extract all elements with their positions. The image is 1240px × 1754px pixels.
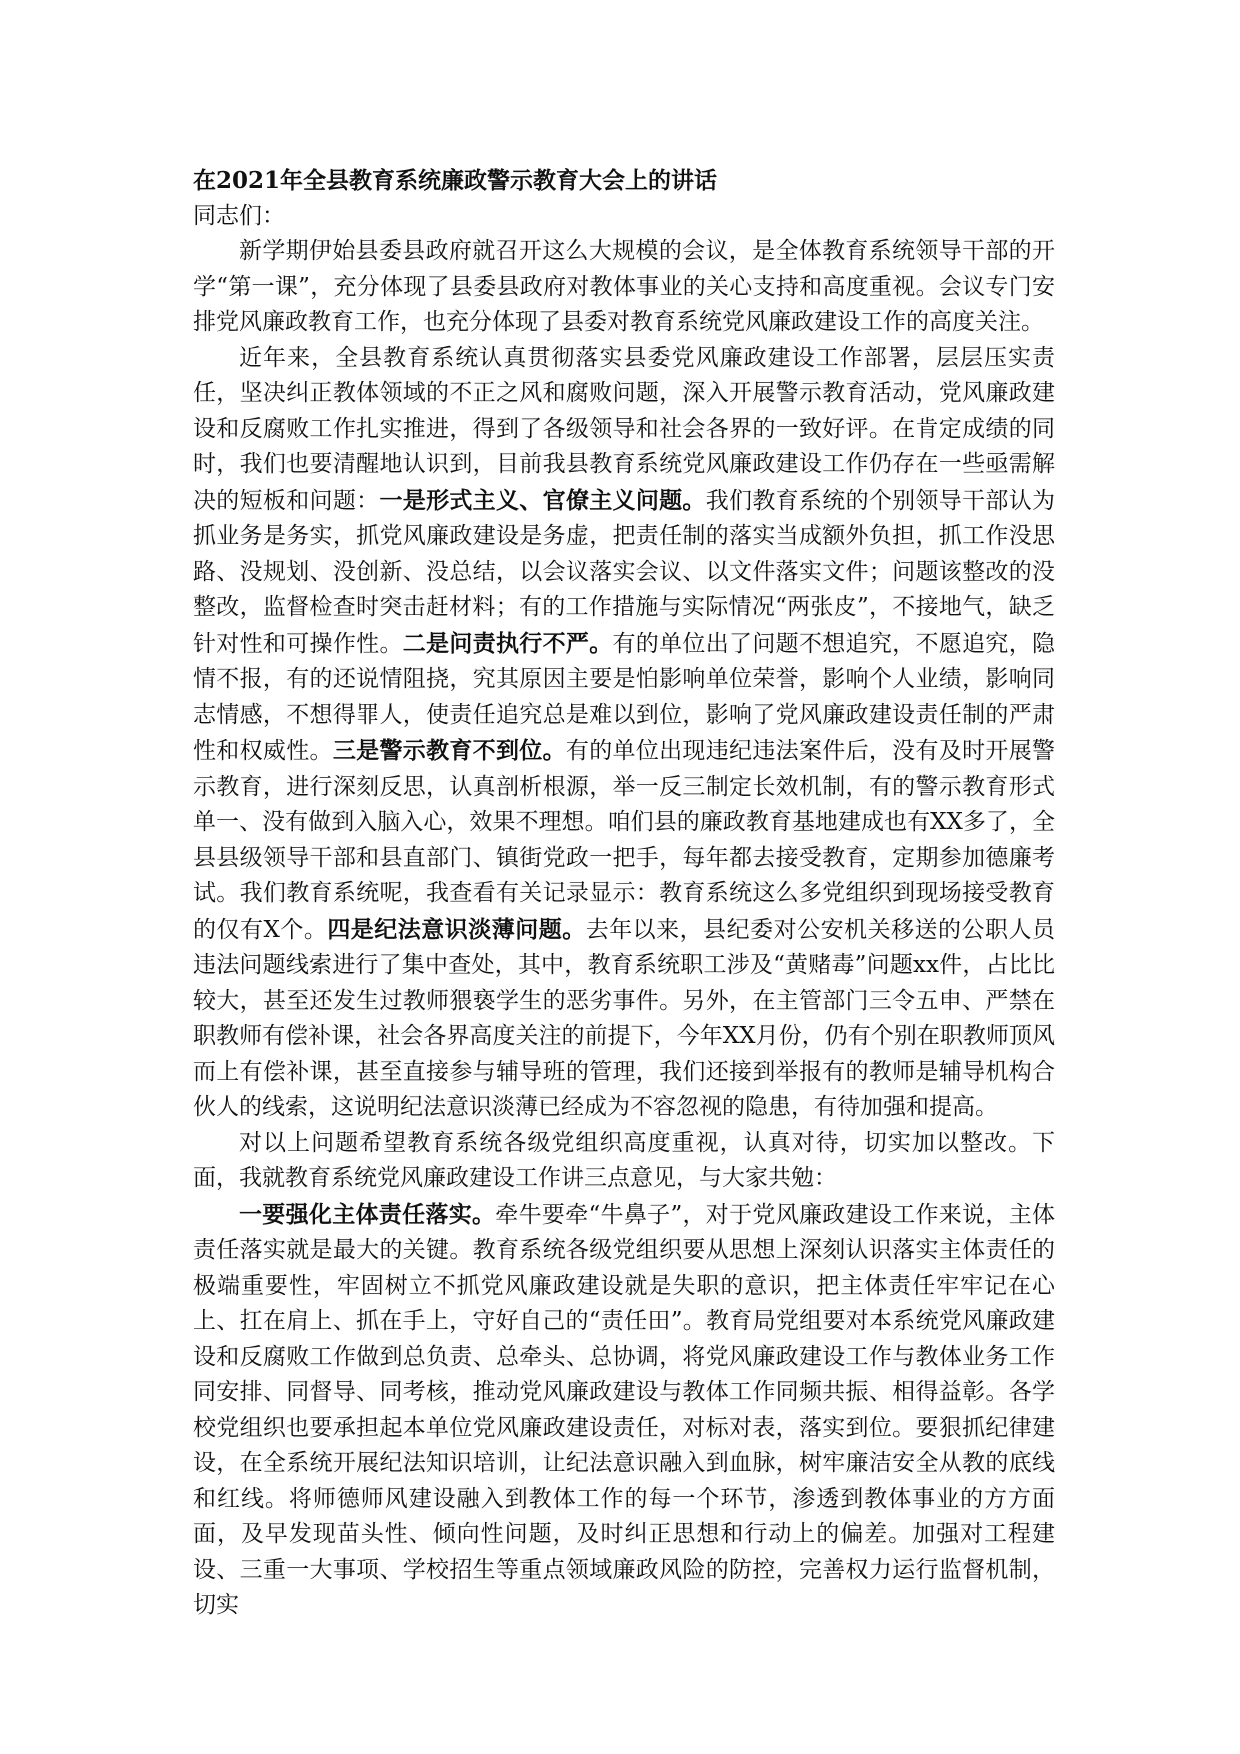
paragraph-4-text-1: 牵牛要牵“牛鼻子”，对于党风廉政建设工作来说，主体责任落实就是最大的关键。教育系统各级党组织要从思想上深刻认识落实主体责任的极端重要性，牢固树立不抓党风廉政建设就是失职的意识，把主体责任牢牢记在心上、扛在肩上、抓在手上，守好自己的“责任田”。教育局党组要对本系统党风廉政建设和反腐败工作做到总负责、总牵头、总协调，将党风廉政建设工作与教体业务工作同安排、同督导、同考核，推动党风廉政建设与教体工作同频共振、相得益彰。各学校党组织也要承担起本单位党风廉政建设责任，对标对表，落实到位。要狠抓纪律建设，在全系统开展纪法知识培训，让纪法意识融入到血脉，树牢廉洁安全从教的底线和红线。将师德师风建设融入到教体工作的每一个环节，渗透到教体事业的方方面面，及早发现苗头性、倾向性问题，及时纠正思想和行动上的偏差。加强对工程建设、三重一大事项、学校招生等重点领域廉政风险的防控，完善权力运行监督机制，切实 bbox=[193, 1201, 1055, 1618]
paragraph-2 bbox=[193, 341, 1055, 1126]
paragraph-2-text-3: 有的单位出了问题不想追究，不愿追究，隐情不报，有的还说情阻挠，究其原因主要是怕影响单位荣誉，影响个人业绩，影响同志情感，不想得罪人，使责任追究总是难以到位，影响了党风廉政建设责任制的严肃性和权威性。 bbox=[193, 630, 1056, 764]
paragraph-3: 对以上问题希望教育系统各级党组织高度重视，认真对待，切实加以整改。下面，我就教育系统党风廉政建设工作讲三点意见，与大家共勉： bbox=[193, 1129, 1055, 1191]
paragraph-2-text-1: 近年来，全县教育系统认真贯彻落实县委党风廉政建设工作部署，层层压实责任，坚决纠正教体领域的不正之风和腐败问题，深入开展警示教育活动，党风廉政建设和反腐败工作扎实推进，得到了各级领导和社会各界的一致好评。在肯定成绩的同时，我们也要清醒地认识到，目前我县教育系统党风廉政建设工作仍存在一些亟需解决的短板和问题： bbox=[193, 344, 1055, 514]
paragraph-2-text-2: 我们教育系统的个别领导干部认为抓业务是务实，抓党风廉政建设是务虚，把责任制的落实当成额外负担，抓工作没思路、没规划、没创新、没总结，以会议落实会议、以文件落实文件；问题该整改的没整改，监督检查时突击赶材料；有的工作措施与实际情况“两张皮”，不接地气，缺乏针对性和可操作性。 bbox=[193, 487, 1056, 657]
issue-heading-2: 二是问责执行不严。 bbox=[402, 629, 613, 657]
document-title: 在2021年全县教育系统廉政警示教育大会上的讲话 bbox=[193, 167, 718, 194]
paragraph-4 bbox=[193, 1197, 1055, 1624]
document-page bbox=[193, 163, 1055, 1624]
salutation: 同志们： bbox=[193, 202, 285, 229]
issue-heading-1: 一是形式主义、官僚主义问题。 bbox=[379, 486, 706, 514]
issue-heading-4: 四是纪法意识淡薄问题。 bbox=[327, 915, 586, 943]
paragraph-2-text-4: 有的单位出现违纪违法案件后，没有及时开展警示教育，进行深刻反思，认真剖析根源，举一反三制定长效机制，有的警示教育形式单一、没有做到入脑入心，效果不理想。咱们县的廉政教育基地建成也有XX多了，全县县级领导干部和县直部门、镇街党政一把手，每年都去接受教育，定期参加德廉考试。我们教育系统呢，我查看有关记录显示：教育系统这么多党组织到现场接受教育的仅有X个。 bbox=[193, 738, 1056, 943]
paragraph-2-text-5: 去年以来，县纪委对公安机关移送的公职人员违法问题线索进行了集中查处，其中，教育系统职工涉及“黄赌毒”问题xx件，占比比较大，甚至还发生过教师猥亵学生的恶劣事件。另外，在主管部门三令五申、严禁在职教师有偿补课，社会各界高度关注的前提下，今年XX月份，仍有个别在职教师顶风而上有偿补课，甚至直接参与辅导班的管理，我们还接到举报有的教师是辅导机构合伙人的线索，这说明纪法意识淡薄已经成为不容忽视的隐患，有待加强和提高。 bbox=[193, 916, 1056, 1120]
issue-heading-3: 三是警示教育不到位。 bbox=[332, 737, 566, 764]
paragraph-1: 新学期伊始县委县政府就召开这么大规模的会议，是全体教育系统领导干部的开学“第一课”，充分体现了县委县政府对教体事业的关心支持和高度重视。会议专门安排党风廉政教育工作，也充分体现了县委对教育系统党风廉政建设工作的高度关注。 bbox=[193, 238, 1055, 335]
opinion-heading-1: 一要强化主体责任落实。 bbox=[239, 1200, 496, 1228]
